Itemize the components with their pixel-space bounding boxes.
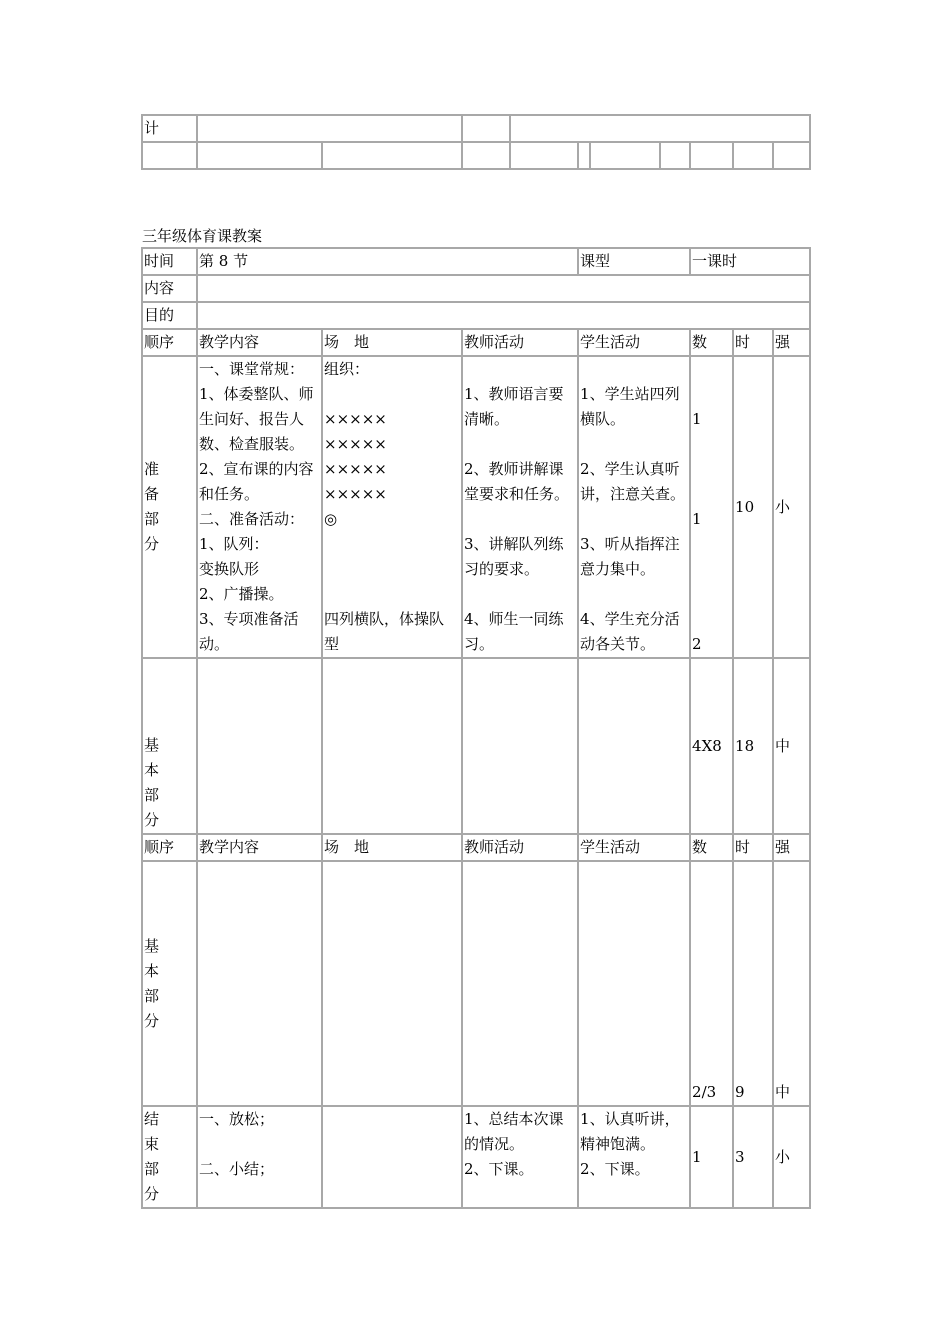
basic-section-row-2	[142, 861, 810, 1106]
basic1-time: 18	[733, 658, 773, 834]
goal-label: 目的	[142, 302, 197, 329]
basic2-venue	[322, 861, 462, 1106]
content-label: 内容	[142, 275, 197, 302]
basic2-intensity: 中	[773, 861, 810, 1106]
column-header-row-2	[142, 834, 810, 861]
header-intensity: 强	[773, 329, 810, 356]
prep-section-label: 准 备 部 分	[142, 356, 197, 658]
lesson-plan-title: 三年级体育课教案	[142, 227, 263, 245]
end-venue	[322, 1106, 462, 1208]
header-student: 学生活动	[578, 834, 690, 861]
header-order: 顺序	[142, 834, 197, 861]
info-row-content	[142, 275, 810, 302]
header-time: 时	[733, 834, 773, 861]
header-order: 顺序	[142, 329, 197, 356]
end-section-label: 结 束 部 分	[142, 1106, 197, 1208]
basic1-intensity: 中	[773, 658, 810, 834]
header-teacher: 教师活动	[462, 834, 578, 861]
end-student-activity: 1、认真听讲， 精神饱满。 2、下课。	[578, 1106, 690, 1208]
header-teacher: 教师活动	[462, 329, 578, 356]
goal-value	[197, 302, 810, 329]
time-value: 第 8 节	[197, 248, 578, 275]
basic2-content	[197, 861, 322, 1106]
type-label: 课型	[578, 248, 690, 275]
header-student: 学生活动	[578, 329, 690, 356]
end-content: 一、放松； 二、小结；	[197, 1106, 322, 1208]
basic-section-row-1	[142, 658, 810, 834]
prep-venue: 组织： ××××× ××××× ××××× ××××× ◎ 四列横队，体操队 型	[322, 356, 462, 658]
prep-count: 1 1 2	[690, 356, 733, 658]
end-intensity: 小	[773, 1106, 810, 1208]
prep-time: 10	[733, 356, 773, 658]
basic2-time: 9	[733, 861, 773, 1106]
prep-content: 一、课堂常规： 1、体委整队、师 生问好、报告人 数、检查服装。 2、宣布课的内容 和任务。 二、准备活动： 1、队列： 变换队形 2、广播操。 3、专项准备活 动。	[197, 356, 322, 658]
column-header-row	[142, 329, 810, 356]
type-value: 一课时	[690, 248, 810, 275]
prep-student-activity: 1、学生站四列 横队。 2、学生认真听 讲，注意关查。 3、听从指挥注 意力集中。 4、学生充分活 动各关节。	[578, 356, 690, 658]
lesson-plan-table	[141, 247, 811, 1209]
header-count: 数	[690, 834, 733, 861]
header-venue: 场 地	[322, 329, 462, 356]
basic1-section-label: 基 本 部 分	[142, 658, 197, 834]
content-value	[197, 275, 810, 302]
basic2-teacher-activity	[462, 861, 578, 1106]
header-time: 时	[733, 329, 773, 356]
header-content: 教学内容	[197, 329, 322, 356]
basic1-content	[197, 658, 322, 834]
end-teacher-activity: 1、总结本次课 的情况。 2、下课。	[462, 1106, 578, 1208]
fragment-label: 计	[142, 115, 197, 142]
prep-teacher-activity: 1、教师语言要 清晰。 2、教师讲解课 堂要求和任务。 3、讲解队列练 习的要求。 4、师生一同练 习。	[462, 356, 578, 658]
basic1-teacher-activity	[462, 658, 578, 834]
basic1-count: 4X8	[690, 658, 733, 834]
header-content: 教学内容	[197, 834, 322, 861]
header-venue: 场 地	[322, 834, 462, 861]
header-intensity: 强	[773, 834, 810, 861]
end-section-row	[142, 1106, 810, 1208]
end-count: 1	[690, 1106, 733, 1208]
header-count: 数	[690, 329, 733, 356]
prep-intensity: 小	[773, 356, 810, 658]
previous-table-fragment	[141, 114, 811, 170]
basic1-venue	[322, 658, 462, 834]
info-row-time	[142, 248, 810, 275]
basic1-student-activity	[578, 658, 690, 834]
basic2-count: 2/3	[690, 861, 733, 1106]
time-label: 时间	[142, 248, 197, 275]
basic2-student-activity	[578, 861, 690, 1106]
info-row-goal	[142, 302, 810, 329]
end-time: 3	[733, 1106, 773, 1208]
basic2-section-label: 基 本 部 分	[142, 861, 197, 1106]
prep-section-row	[142, 356, 810, 658]
